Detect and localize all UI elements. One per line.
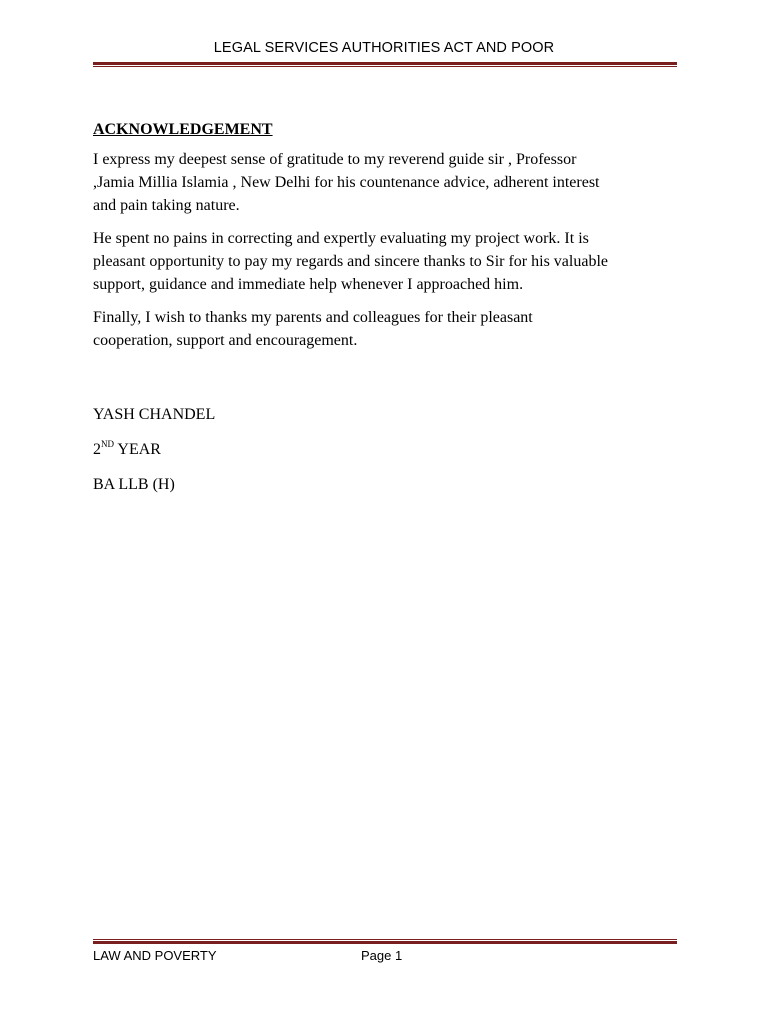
header-rule-thick <box>93 62 677 65</box>
footer-rule <box>93 939 677 944</box>
paragraph-line: and pain taking nature. <box>93 197 240 214</box>
paragraph-line: He spent no pains in correcting and expertly evaluating my project work. It is <box>93 230 589 247</box>
header-rule-thin <box>93 66 677 67</box>
paragraph-line: cooperation, support and encouragement. <box>93 332 358 349</box>
paragraph-gratitude <box>93 148 683 217</box>
paragraph-line: pleasant opportunity to pay my regards and sincere thanks to Sir for his valuable <box>93 253 608 270</box>
paragraph-guide-thanks <box>93 227 683 296</box>
signature-name: YASH CHANDEL <box>93 406 216 423</box>
signature-year <box>93 440 161 460</box>
footer-rule-thin <box>93 939 677 940</box>
footer-rule-thick <box>93 941 677 944</box>
page-header-title: LEGAL SERVICES AUTHORITIES ACT AND POOR <box>213 40 555 56</box>
paragraph-line: Finally, I wish to thanks my parents and colleagues for their pleasant <box>93 309 533 326</box>
paragraph-line: I express my deepest sense of gratitude to my reverend guide sir , Professor <box>93 151 577 168</box>
year-suffix: ND <box>101 439 114 449</box>
paragraph-line: support, guidance and immediate help whenever I approached him. <box>93 276 524 293</box>
footer-document-title: LAW AND POVERTY <box>93 948 217 963</box>
paragraph-parents-thanks <box>93 306 683 352</box>
document-body <box>93 118 683 362</box>
header-rule <box>93 62 677 67</box>
footer-page-number: Page 1 <box>361 948 403 963</box>
year-word: YEAR <box>114 441 161 458</box>
paragraph-line: ,Jamia Millia Islamia , New Delhi for his countenance advice, adherent interest <box>93 174 600 191</box>
year-number: 2 <box>93 441 101 458</box>
signature-course: BA LLB (H) <box>93 476 175 493</box>
acknowledgement-heading: ACKNOWLEDGEMENT <box>93 121 273 138</box>
